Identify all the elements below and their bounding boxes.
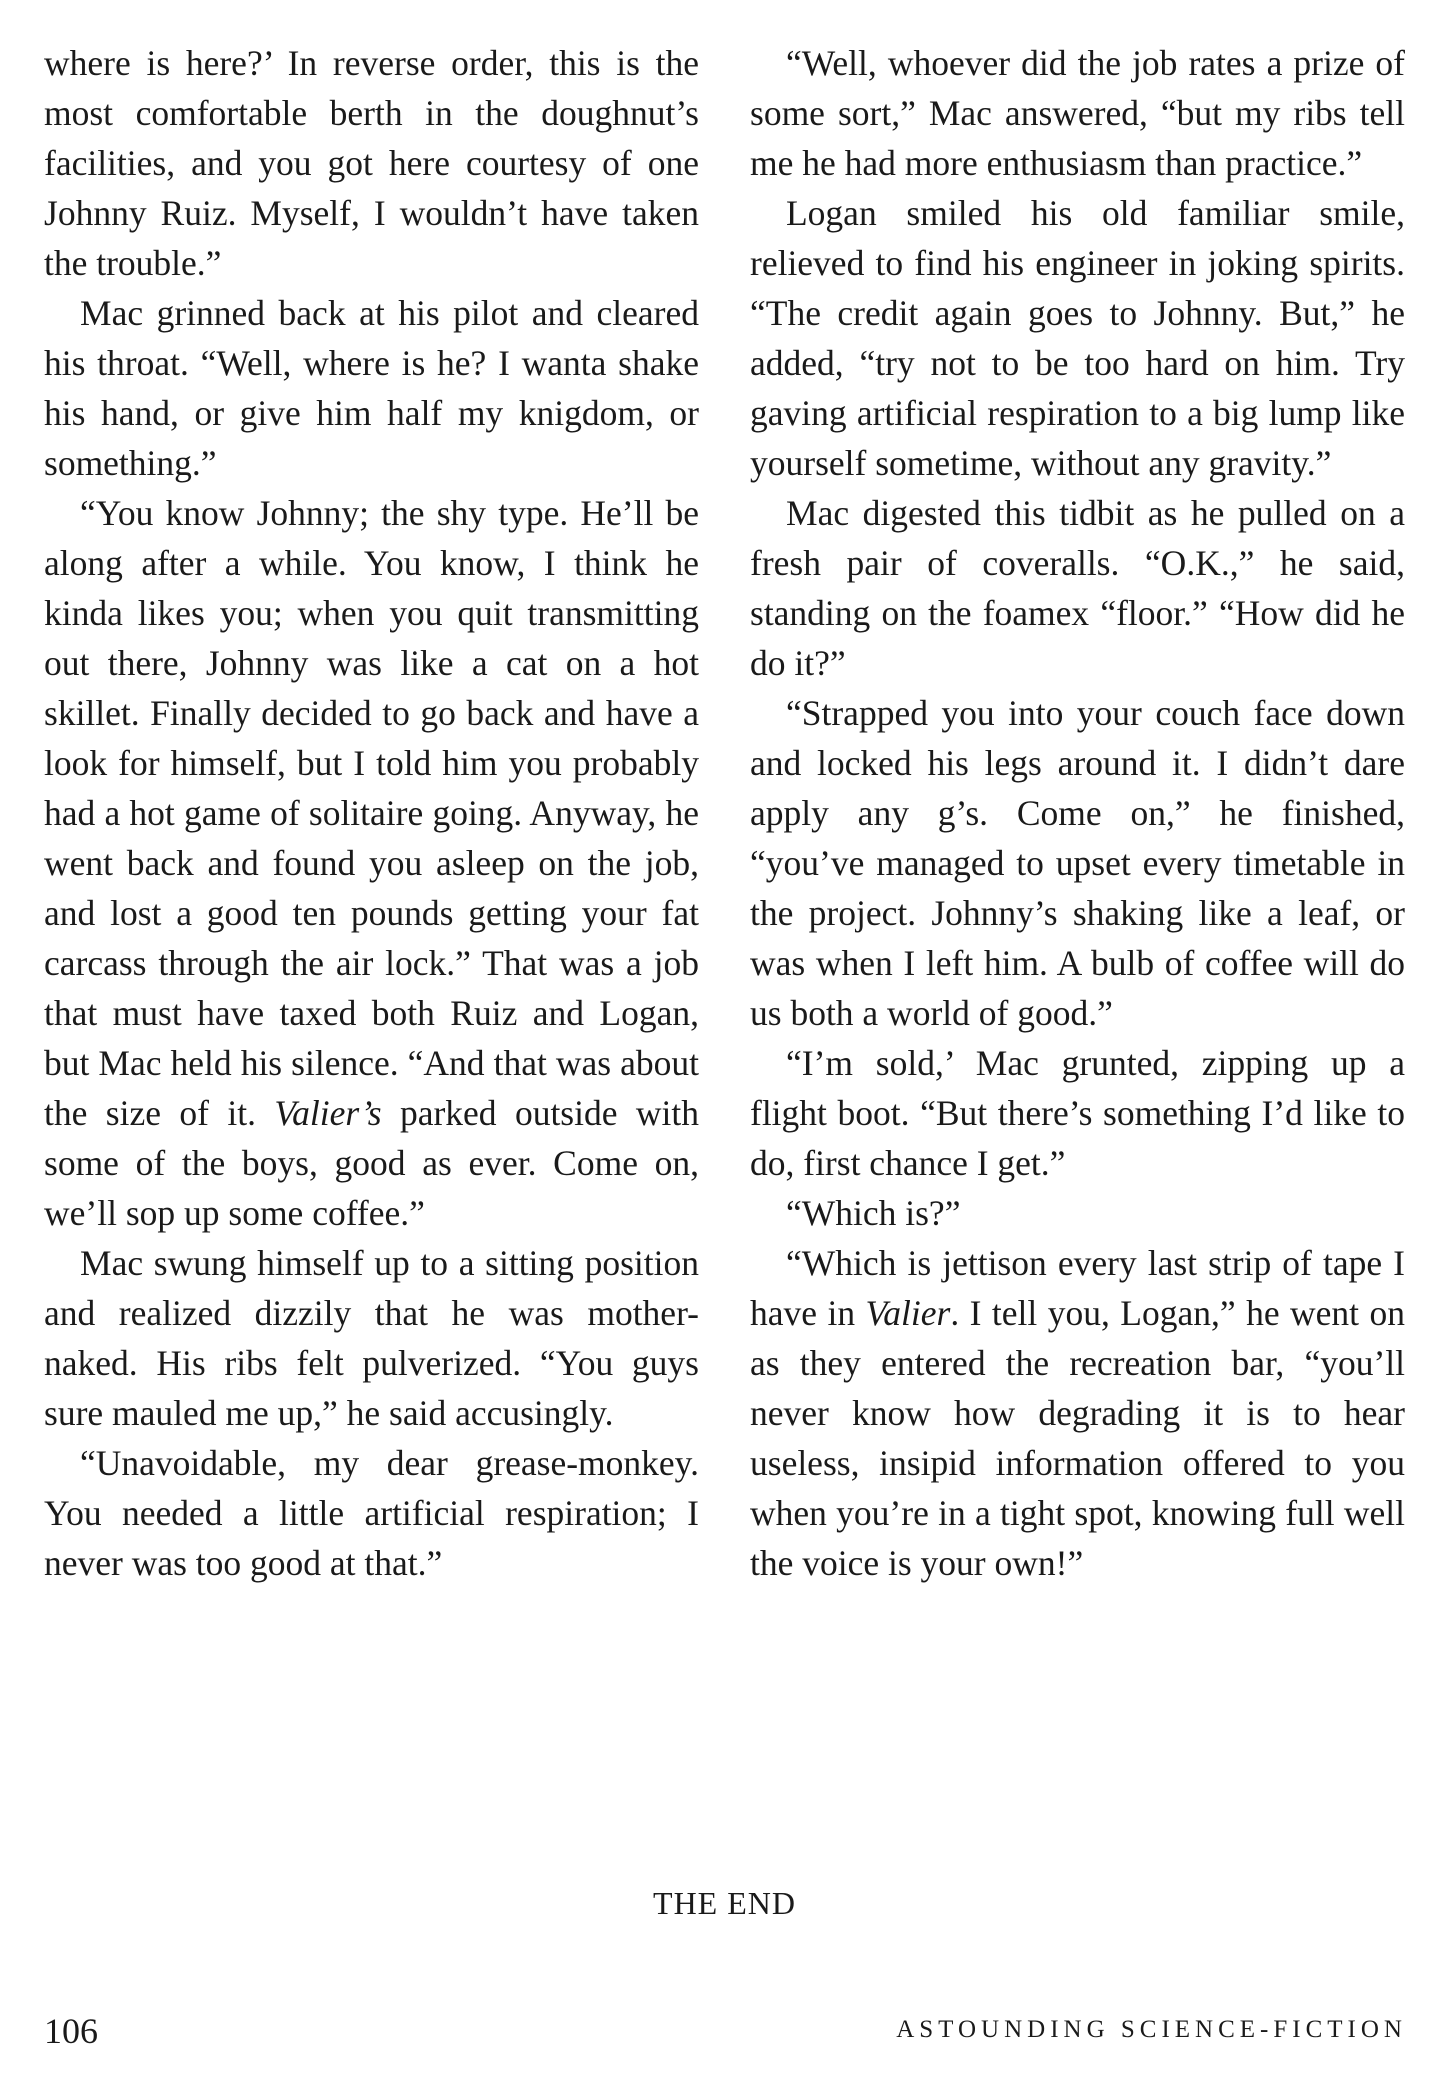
paragraph: where is here?’ In reverse order, this is the most comfortable berth in the doughnut’s facilities, and you got here courtesy of one Johnny Ruiz. Myself, I wouldn’t have taken the trouble.” [44,43,699,283]
paragraph: “You know Johnny; the shy type. He’ll be along after a while. You know, I think he kinda likes you; when you quit transmitting out there, Johnny was like a cat on a hot skillet. Finally decided to go back and have a look for himself, but I told him you probably had a hot game of solitaire going. Anyway, he went back and found you asleep on the job, and lost a good ten pounds getting your fat carcass through the air lock.” That was a job that must have taxed both Ruiz and Logan, but Mac held his silence. “And that was about the size of it. Valier’s parked outside with some of the boys, good as ever. Come on, we’ll sop up some coffee.” [44,493,700,1233]
paragraph: Mac grinned back at his pilot and cleared his throat. “Well, where is he? I wanta shake his hand, or give him half my knigdom, or something.” [44,293,699,483]
paragraph: Mac swung himself up to a sitting position and realized dizzily that he was mother-naked. His ribs felt pulverized. “You guys sure mauled me up,” he said accusingly. [44,1243,699,1433]
the-end-mark: THE END [653,1885,796,1921]
paragraph: “Which is jettison every last strip of tape I have in Valier. I tell you, Logan,” he went on as they entered the recreation bar, “you’ll never know how degrading it is to hear useless, insipid information offered to you when you’re in a tight spot, knowing full well the voice is your own!” [750,1243,1405,1583]
page-number: 106 [44,2011,98,2051]
left-text-column [44,38,699,1588]
paragraph: “Well, whoever did the job rates a prize of some sort,” Mac answered, “but my ribs tell me he had more enthusiasm than practice.” [750,43,1405,183]
paragraph: Mac digested this tidbit as he pulled on a fresh pair of coveralls. “O.K.,” he said, standing on the foamex “floor.” “How did he do it?” [750,493,1405,683]
paragraph: “Unavoidable, my dear grease-monkey. You needed a little artificial respiration; I never was too good at that.” [44,1443,699,1583]
running-title: ASTOUNDING SCIENCE-FICTION [896,2016,1407,2043]
paragraph: “I’m sold,’ Mac grunted, zipping up a flight boot. “But there’s something I’d like to do, first chance I get.” [750,1043,1405,1183]
paragraph: “Which is?” [786,1193,961,1233]
right-text-column [750,38,1405,1588]
paragraph: Logan smiled his old familiar smile, relieved to find his engineer in joking spirits. “The credit again goes to Johnny. But,” he added, “try not to be too hard on him. Try gaving artificial respiration to a big lump like yourself sometime, without any gravity.” [750,193,1405,483]
paragraph: “Strapped you into your couch face down and locked his legs around it. I didn’t dare apply any g’s. Come on,” he finished, “you’ve managed to upset every timetable in the project. Johnny’s shaking like a leaf, or was when I left him. A bulb of coffee will do us both a world of good.” [750,693,1405,1033]
